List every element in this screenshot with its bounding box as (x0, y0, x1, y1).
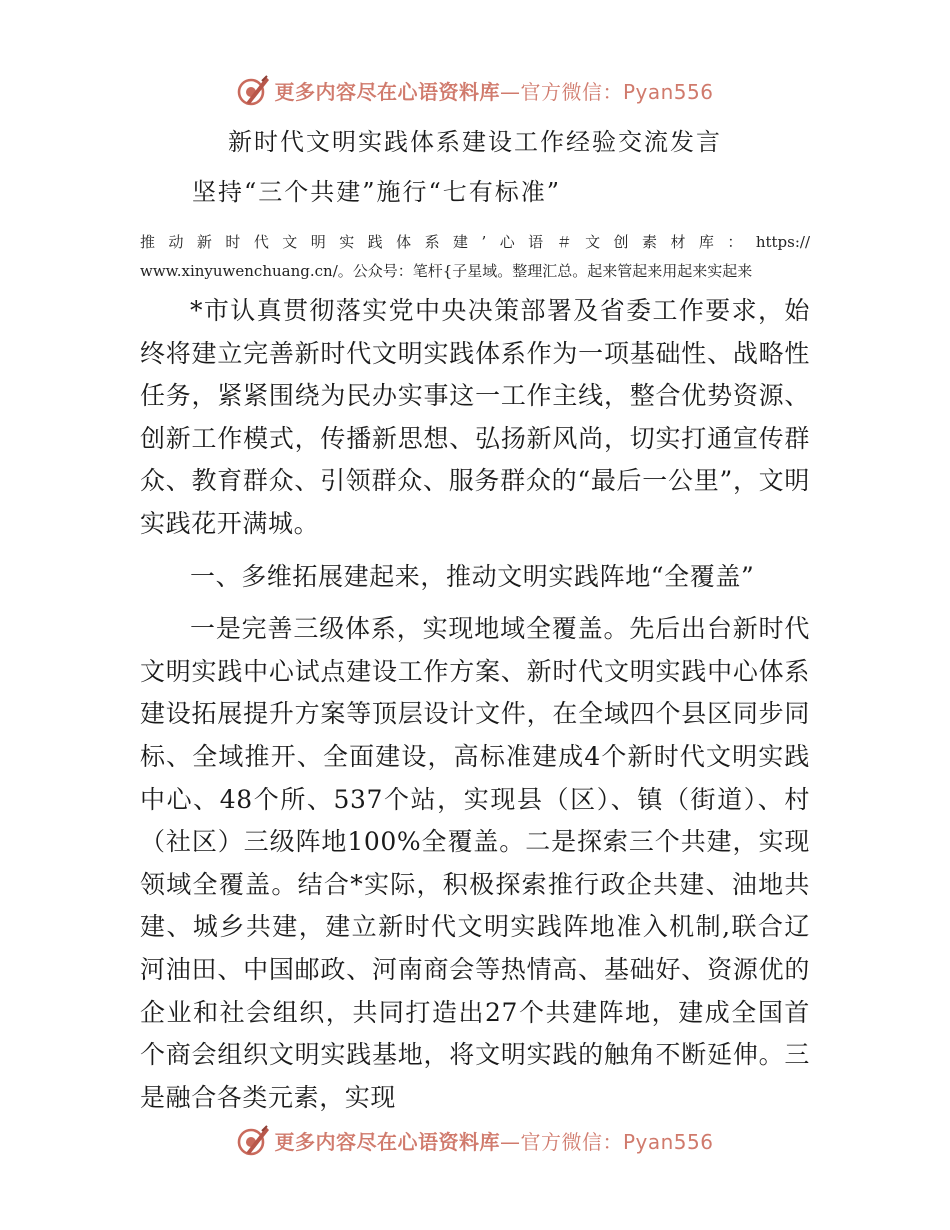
footer-banner (0, 1120, 950, 1160)
banner-text: 更多内容尽在心语资料库—官方微信：Pyan556 (274, 1129, 714, 1154)
document-title: 新时代文明实践体系建设工作经验交流发言 (228, 128, 722, 156)
source-line-2: www.xinyuwenchuang.cn/。公众号：笔杆{子星域。整理汇总。起来管起来用起来实起来 (140, 262, 753, 280)
quill-stamp-logo-icon (236, 1123, 270, 1157)
document-body (140, 290, 810, 1129)
section-paragraph: 一是完善三级体系，实现地域全覆盖。先后出台新时代文明实践中心试点建设工作方案、新时代文明实践中心体系建设拓展提升方案等顶层设计文件，在全域四个县区同步同标、全域推开、全面建设，高标准建成4个新时代文明实践中心、48个所、537个站，实现县（区）、镇（街道）、村（社区）三级阵地100%全覆盖。二是探索三个共建，实现领域全覆盖。结合*实际，积极探索推行政企共建、油地共建、城乡共建，建立新时代文明实践阵地准入机制,联合辽河油田、中国邮政、河南商会等热情高、基础好、资源优的企业和社会组织，共同打造出27个共建阵地，建成全国首个商会组织文明实践基地，将文明实践的触角不断延伸。三是融合各类元素，实现 (140, 614, 810, 1112)
header-banner (0, 70, 950, 110)
source-line-1: 推动新时代文明实践体系建’心语＃文创素材库：https:// (140, 233, 810, 251)
document-subtitle: 坚持“三个共建”施行“七有标准” (192, 178, 562, 206)
banner-text: 更多内容尽在心语资料库—官方微信：Pyan556 (274, 79, 714, 104)
intro-paragraph: *市认真贯彻落实党中央决策部署及省委工作要求，始终将建立完善新时代文明实践体系作为一项基础性、战略性任务，紧紧围绕为民办实事这一工作主线，整合优势资源、创新工作模式，传播新思想、弘扬新风尚，切实打通宣传群众、教育群众、引领群众、服务群众的“最后一公里”，文明实践花开满城。 (140, 296, 810, 538)
quill-stamp-logo-icon (236, 73, 270, 107)
section-heading: 一、多维拓展建起来，推动文明实践阵地“全覆盖” (190, 561, 755, 591)
source-note (140, 228, 810, 286)
